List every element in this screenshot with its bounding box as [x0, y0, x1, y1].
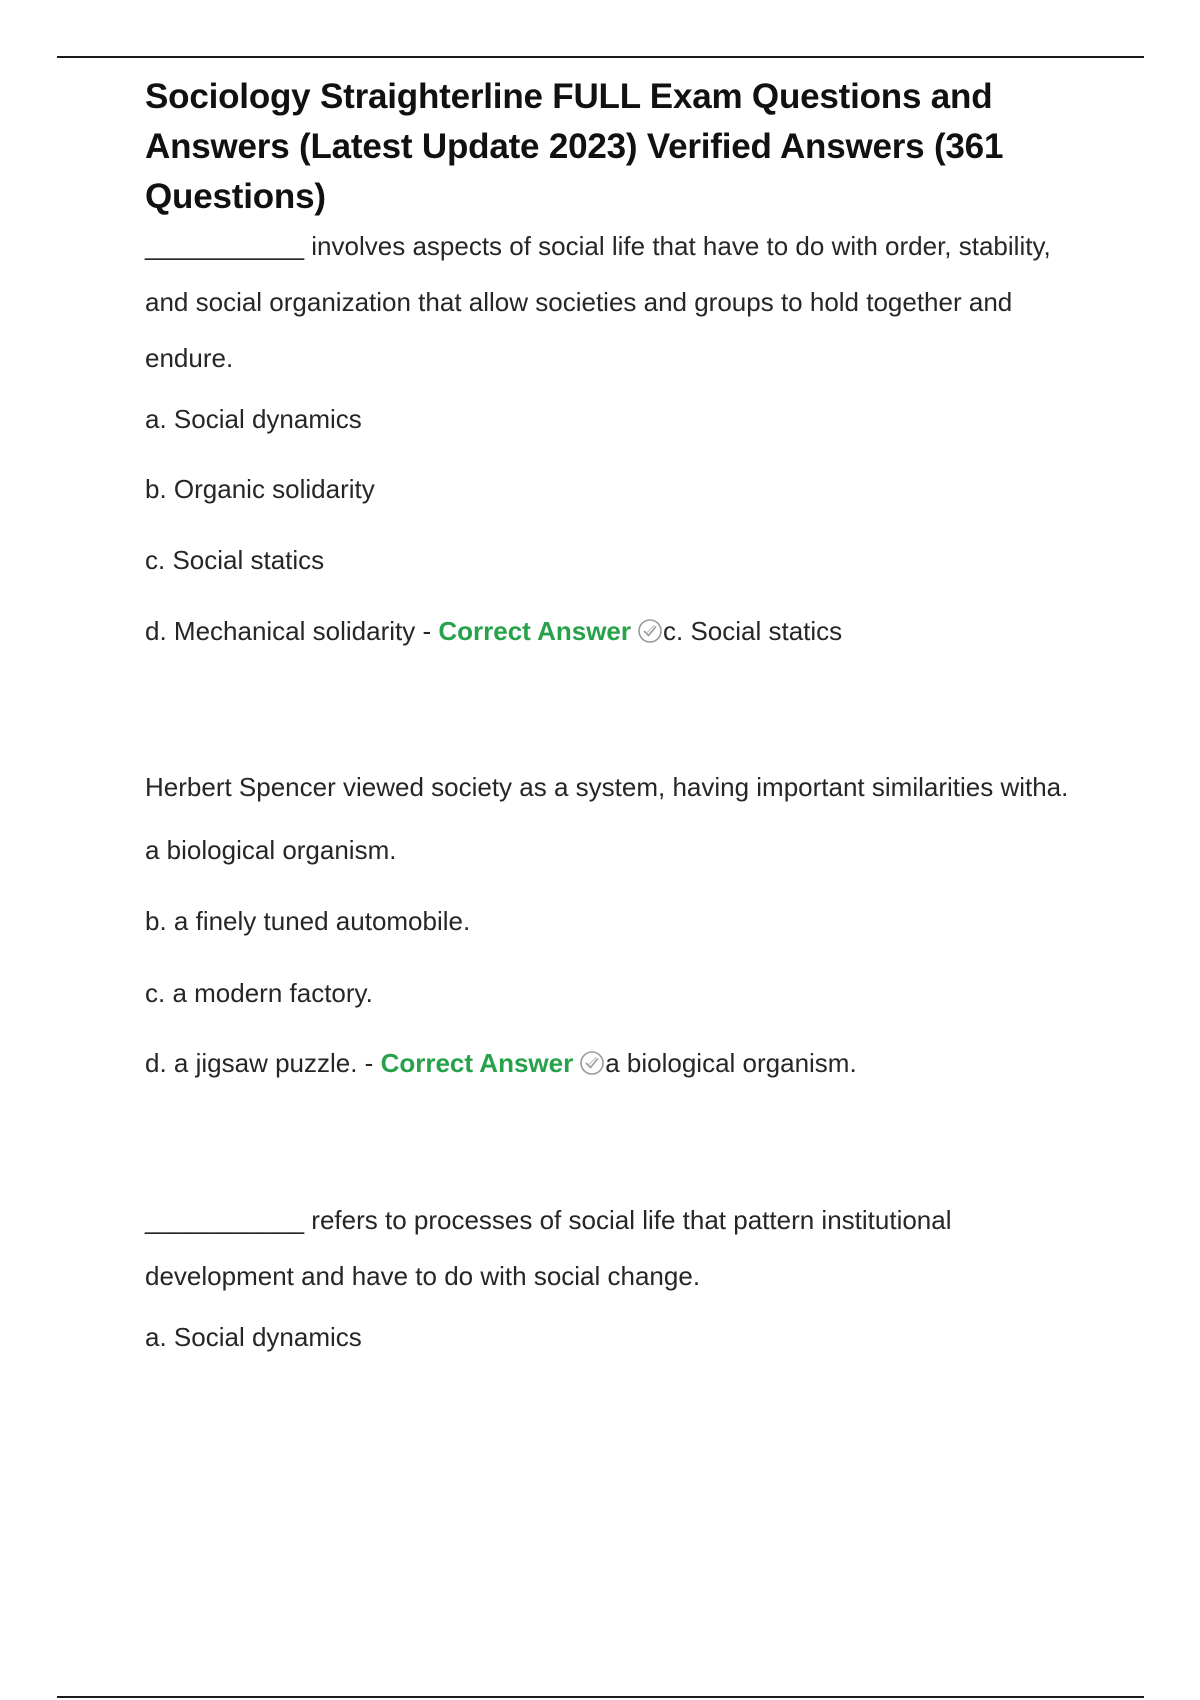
- answer-option: a biological organism.: [145, 835, 397, 865]
- answer-option-with-answer: [145, 614, 1075, 648]
- footer-rule: [57, 1696, 1144, 1698]
- answer-option: a. Social dynamics: [145, 404, 362, 434]
- answer-option: c. a modern factory.: [145, 978, 373, 1008]
- question-block: [145, 759, 1075, 1080]
- question-text: ___________ involves aspects of social life that have to do with order, stability, and social organization that allow societies and groups to hold together and endure.: [145, 231, 1051, 373]
- question-block: [145, 218, 1075, 648]
- document-body: [145, 72, 1075, 1354]
- correct-answer-label: Correct Answer: [438, 616, 631, 646]
- document-title: Sociology Straighterline FULL Exam Questions and Answers (Latest Update 2023) Verified Answers (361 Questions): [145, 77, 1004, 216]
- circled-check-icon: [579, 1050, 605, 1076]
- answer-option-with-answer: [145, 1046, 1075, 1080]
- answer-option: b. a finely tuned automobile.: [145, 906, 471, 936]
- correct-answer-label: Correct Answer: [380, 1048, 574, 1078]
- question-block: [145, 1192, 1075, 1354]
- correct-answer-text: c. Social statics: [663, 616, 843, 646]
- header-rule: [57, 56, 1144, 58]
- question-text: ___________ refers to processes of social life that pattern institutional development and have to do with social change.: [145, 1205, 952, 1291]
- correct-answer-text: a biological organism.: [605, 1048, 857, 1078]
- answer-option: c. Social statics: [145, 545, 325, 575]
- circled-check-icon: [637, 618, 663, 644]
- answer-option: b. Organic solidarity: [145, 474, 375, 504]
- answer-option-text: d. a jigsaw puzzle. -: [145, 1048, 381, 1078]
- answer-option: a. Social dynamics: [145, 1322, 362, 1352]
- answer-option-text: d. Mechanical solidarity -: [145, 616, 439, 646]
- question-text: Herbert Spencer viewed society as a system, having important similarities witha.: [145, 772, 1069, 802]
